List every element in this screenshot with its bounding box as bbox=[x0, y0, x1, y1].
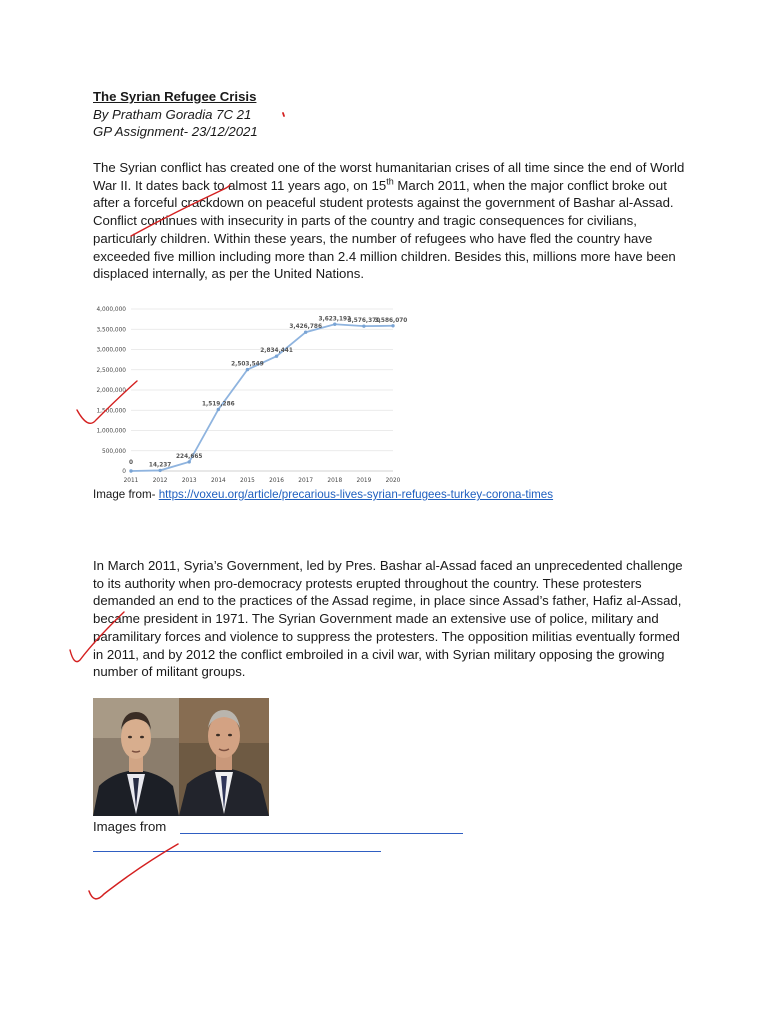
data-label: 14,237 bbox=[148, 462, 172, 469]
x-tick-label: 2012 bbox=[152, 478, 168, 484]
x-tick-label: 2013 bbox=[181, 478, 197, 484]
paragraph-history: In March 2011, Syria’s Government, led by Pres. Bashar al-Assad faced an unprecedented challenge to its authority when pro-democracy protests erupted throughout the country. These protesters demanded an end to the practices of the Assad regime, in place since Assad’s father, Hafiz al-Assad, became president in 1971. The Syrian Government made an extensive use of police, military and paramilitary forces and violence to suppress the protesters. The opposition militias eventually formed in 2011, and by 2012 the conflict embroiled in a civil war, with Syrian military opposing the growing number of militant groups. bbox=[93, 558, 683, 680]
data-point bbox=[391, 324, 394, 327]
y-tick-label: 500,000 bbox=[102, 448, 126, 455]
check-mark-images bbox=[89, 844, 178, 899]
y-tick-label: 0 bbox=[122, 469, 126, 475]
data-label: 1,519,286 bbox=[202, 401, 235, 408]
y-tick-label: 2,500,000 bbox=[96, 367, 126, 374]
data-label: 3,426,786 bbox=[289, 324, 322, 331]
data-label: 3,623,192 bbox=[318, 316, 352, 323]
x-tick-label: 2017 bbox=[298, 478, 314, 484]
link-underline-2[interactable] bbox=[93, 851, 381, 852]
data-point bbox=[362, 324, 365, 327]
source-link[interactable]: https://voxeu.org/article/precarious-lives-syrian-refugees-turkey-corona-times bbox=[158, 488, 554, 501]
x-tick-label: 2015 bbox=[240, 478, 255, 484]
assignment-date: GP Assignment- 23/12/2021 bbox=[93, 124, 258, 139]
paragraph-intro bbox=[93, 159, 693, 283]
document-header bbox=[93, 88, 258, 141]
photo-hafiz-al-assad bbox=[179, 698, 269, 816]
photo-bashar-al-assad bbox=[93, 698, 179, 816]
x-tick-label: 2014 bbox=[210, 478, 226, 484]
chart-caption bbox=[93, 487, 553, 503]
refugee-line-chart bbox=[93, 303, 408, 485]
data-point bbox=[246, 368, 249, 371]
data-label: 3,586,070 bbox=[374, 317, 408, 324]
y-tick-label: 3,000,000 bbox=[96, 347, 126, 354]
data-point bbox=[158, 469, 161, 472]
y-tick-label: 2,000,000 bbox=[96, 388, 126, 394]
caption-prefix: Image from- bbox=[93, 488, 159, 501]
data-label: 0 bbox=[128, 460, 134, 466]
photo-pair bbox=[93, 698, 269, 816]
y-tick-label: 4,000,000 bbox=[96, 307, 126, 313]
x-tick-label: 2020 bbox=[385, 478, 401, 484]
data-point bbox=[129, 469, 132, 472]
x-tick-label: 2019 bbox=[356, 478, 372, 484]
document-title: The Syrian Refugee Crisis bbox=[93, 89, 257, 104]
data-label: 224,665 bbox=[176, 453, 203, 460]
x-tick-label: 2016 bbox=[269, 478, 284, 484]
data-point bbox=[188, 460, 191, 463]
data-point bbox=[333, 323, 336, 326]
y-tick-label: 3,500,000 bbox=[96, 327, 126, 334]
y-tick-label: 1,500,000 bbox=[96, 408, 126, 415]
data-label: 3,576,370 bbox=[347, 318, 381, 325]
data-point bbox=[304, 331, 307, 334]
superscript-th: th bbox=[386, 176, 394, 187]
x-tick-label: 2018 bbox=[327, 478, 343, 484]
data-label: 2,503,549 bbox=[231, 361, 264, 368]
images-source-label: Images from bbox=[93, 819, 167, 834]
y-tick-label: 1,000,000 bbox=[96, 428, 126, 435]
data-label: 2,834,441 bbox=[260, 348, 293, 355]
paragraph-intro-rest: March 2011, when the major conflict broke out after a forceful crackdown on peaceful student protests against the government of Bashar al-Assad. Conflict continues with insecurity in parts of the country and tragic consequences for civilians, particularly children. Within these years, the number of refugees who have fled the country have exceeded five million including more than 2.4 million children. Besides this, millions more have been displaced internally, as per the United Nations. bbox=[93, 177, 676, 282]
check-mark-title bbox=[283, 113, 284, 116]
author-byline: By Pratham Goradia 7C 21 bbox=[93, 106, 252, 122]
x-tick-label: 2011 bbox=[123, 478, 139, 484]
data-point bbox=[275, 355, 278, 358]
series-line bbox=[128, 324, 393, 471]
paragraph-intro-start: The Syrian conflict has created one of the worst humanitarian crises of all time since the end of World War II. It dates back to almost 11 years ago, on 15 bbox=[93, 160, 685, 193]
link-underline-1[interactable] bbox=[180, 833, 463, 834]
data-point bbox=[217, 408, 220, 411]
